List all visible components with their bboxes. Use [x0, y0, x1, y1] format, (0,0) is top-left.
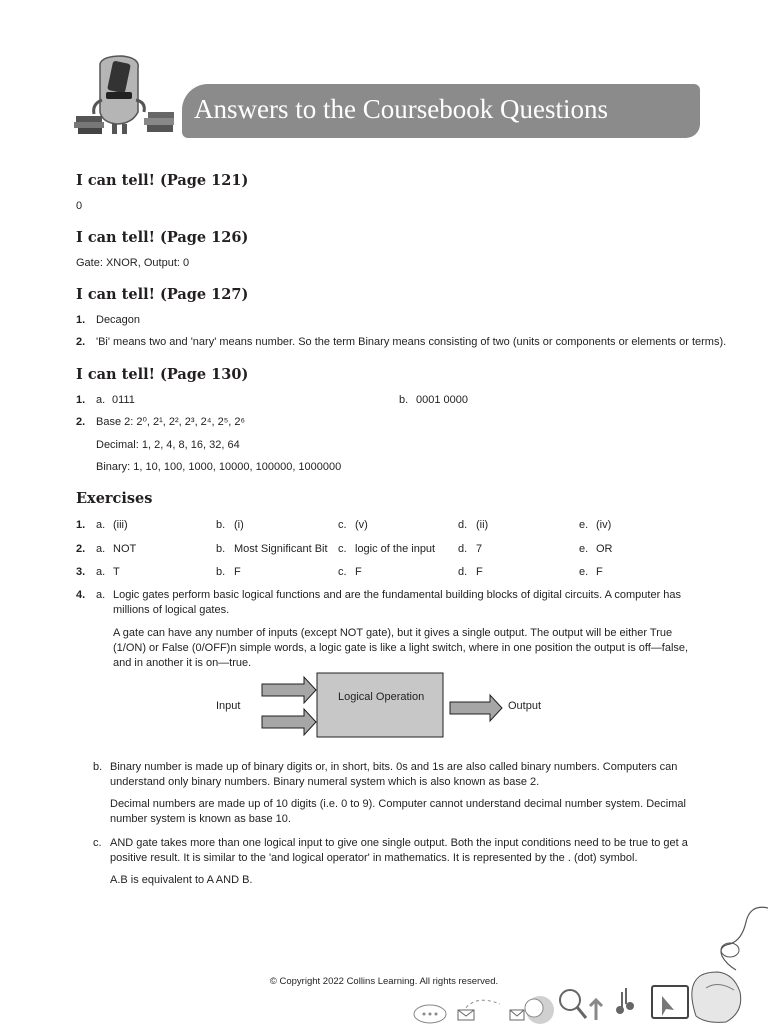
answer-text: Base 2: 2⁰, 2¹, 2², 2³, 2⁴, 2⁵, 2⁶: [96, 416, 246, 428]
answer-text: 0: [76, 200, 83, 212]
item-number: 2.: [76, 543, 86, 555]
sub-label: c.: [93, 837, 102, 849]
sub-label: b.: [216, 566, 226, 578]
answer-text: (ii): [476, 519, 489, 531]
section-heading-page-130: I can tell! (Page 130): [76, 366, 249, 383]
item-number: 1.: [76, 519, 86, 531]
title-banner: [182, 84, 700, 138]
sub-label: a.: [96, 543, 106, 555]
diagram-output-label: Output: [508, 700, 542, 712]
sub-label: c.: [338, 543, 347, 555]
sub-label: b.: [93, 761, 103, 773]
sub-label: d.: [458, 543, 468, 555]
sub-label: c.: [338, 519, 347, 531]
answer-text: (iv): [596, 519, 612, 531]
item-number: 2.: [76, 416, 86, 428]
answer-text: Binary: 1, 10, 100, 1000, 10000, 100000, 1000000: [96, 461, 342, 473]
exercises-heading: Exercises: [76, 490, 153, 507]
sub-label: a.: [96, 394, 106, 406]
answer-text: Gate: XNOR, Output: 0: [76, 257, 190, 269]
item-number: 4.: [76, 589, 86, 601]
answer-text: 7: [476, 543, 483, 555]
sub-label: d.: [458, 519, 468, 531]
sub-label: e.: [579, 566, 589, 578]
logic-gate-diagram: [210, 672, 550, 746]
answer-text: F: [476, 566, 483, 578]
item-number: 2.: [76, 336, 86, 348]
answer-text: 0001 0000: [416, 394, 468, 406]
sub-label: d.: [458, 566, 468, 578]
section-heading-page-121: I can tell! (Page 121): [76, 172, 249, 189]
section-heading-page-127: I can tell! (Page 127): [76, 286, 249, 303]
answer-text: F: [596, 566, 603, 578]
sub-label: a.: [96, 589, 106, 601]
logic-box: [317, 673, 443, 737]
answer-text: Decimal: 1, 2, 4, 8, 16, 32, 64: [96, 439, 240, 451]
page-title: Answers to the Coursebook Questions: [194, 94, 608, 124]
item-number: 1.: [76, 314, 86, 326]
answer-paragraph: Binary number is made up of binary digits or, in short, bits. 0s and 1s are also called binary numbers. Computers can understand only binary numbers. Binary numeral system which is also known as base 2.: [110, 761, 678, 788]
answer-text: OR: [596, 543, 613, 555]
sub-label: b.: [216, 519, 226, 531]
sub-label: e.: [579, 519, 589, 531]
diagram-box-label: Logical Operation: [338, 691, 425, 703]
footer-decoration-icon: [400, 900, 768, 1024]
diagram-shapes: [210, 672, 550, 746]
answer-text: (v): [355, 519, 368, 531]
output-arrow: [450, 695, 502, 721]
sub-label: c.: [338, 566, 347, 578]
answer-text: logic of the input: [355, 543, 436, 555]
answer-text: T: [113, 566, 120, 578]
item-number: 3.: [76, 566, 86, 578]
answer-text: F: [355, 566, 362, 578]
item-number: 1.: [76, 394, 86, 406]
answer-text: Most Significant Bit: [234, 543, 328, 555]
answer-paragraph: Logic gates perform basic logical functions and are the fundamental building blocks of digital circuits. A computer has millions of logical gates.: [113, 589, 682, 616]
answer-text: 0111: [112, 394, 135, 406]
answer-text: F: [234, 566, 241, 578]
footer-copyright: © Copyright 2022 Collins Learning. All rights reserved.: [269, 976, 499, 987]
answer-text: A.B is equivalent to A AND B.: [110, 874, 253, 886]
answer-text: (iii): [113, 519, 128, 531]
section-heading-page-126: I can tell! (Page 126): [76, 229, 249, 246]
answer-text: (i): [234, 519, 244, 531]
answer-paragraph: A gate can have any number of inputs (except NOT gate), but it gives a single output. The output will be either True (1/ON) or False (0/OFF)n simple words, a logic gate is like a light switch, where in one position the output is off—false, and in another it is on—true.: [113, 627, 689, 669]
diagram-input-label: Input: [216, 700, 241, 712]
answer-text: Decagon: [96, 314, 141, 326]
robot-mascot-icon: [72, 54, 180, 138]
answer-text: NOT: [113, 543, 137, 555]
sub-label: a.: [96, 566, 106, 578]
input-arrow-bottom: [262, 709, 316, 735]
input-arrow-top: [262, 677, 316, 703]
sub-label: a.: [96, 519, 106, 531]
answer-paragraph: Decimal numbers are made up of 10 digits (i.e. 0 to 9). Computer cannot understand decimal number system. Decimal number system is known as base 10.: [110, 798, 686, 825]
sub-label: b.: [216, 543, 226, 555]
answer-text: 'Bi' means two and 'nary' means number. So the term Binary means consisting of two (units or components or elements or terms).: [96, 336, 727, 348]
answer-paragraph: AND gate takes more than one logical input to give one single output. Both the input conditions need to be true to get a positive result. It is similar to the 'and logical operator' in mathematics. It is represented by the . (dot) symbol.: [110, 837, 688, 864]
sub-label: e.: [579, 543, 589, 555]
sub-label: b.: [399, 394, 409, 406]
